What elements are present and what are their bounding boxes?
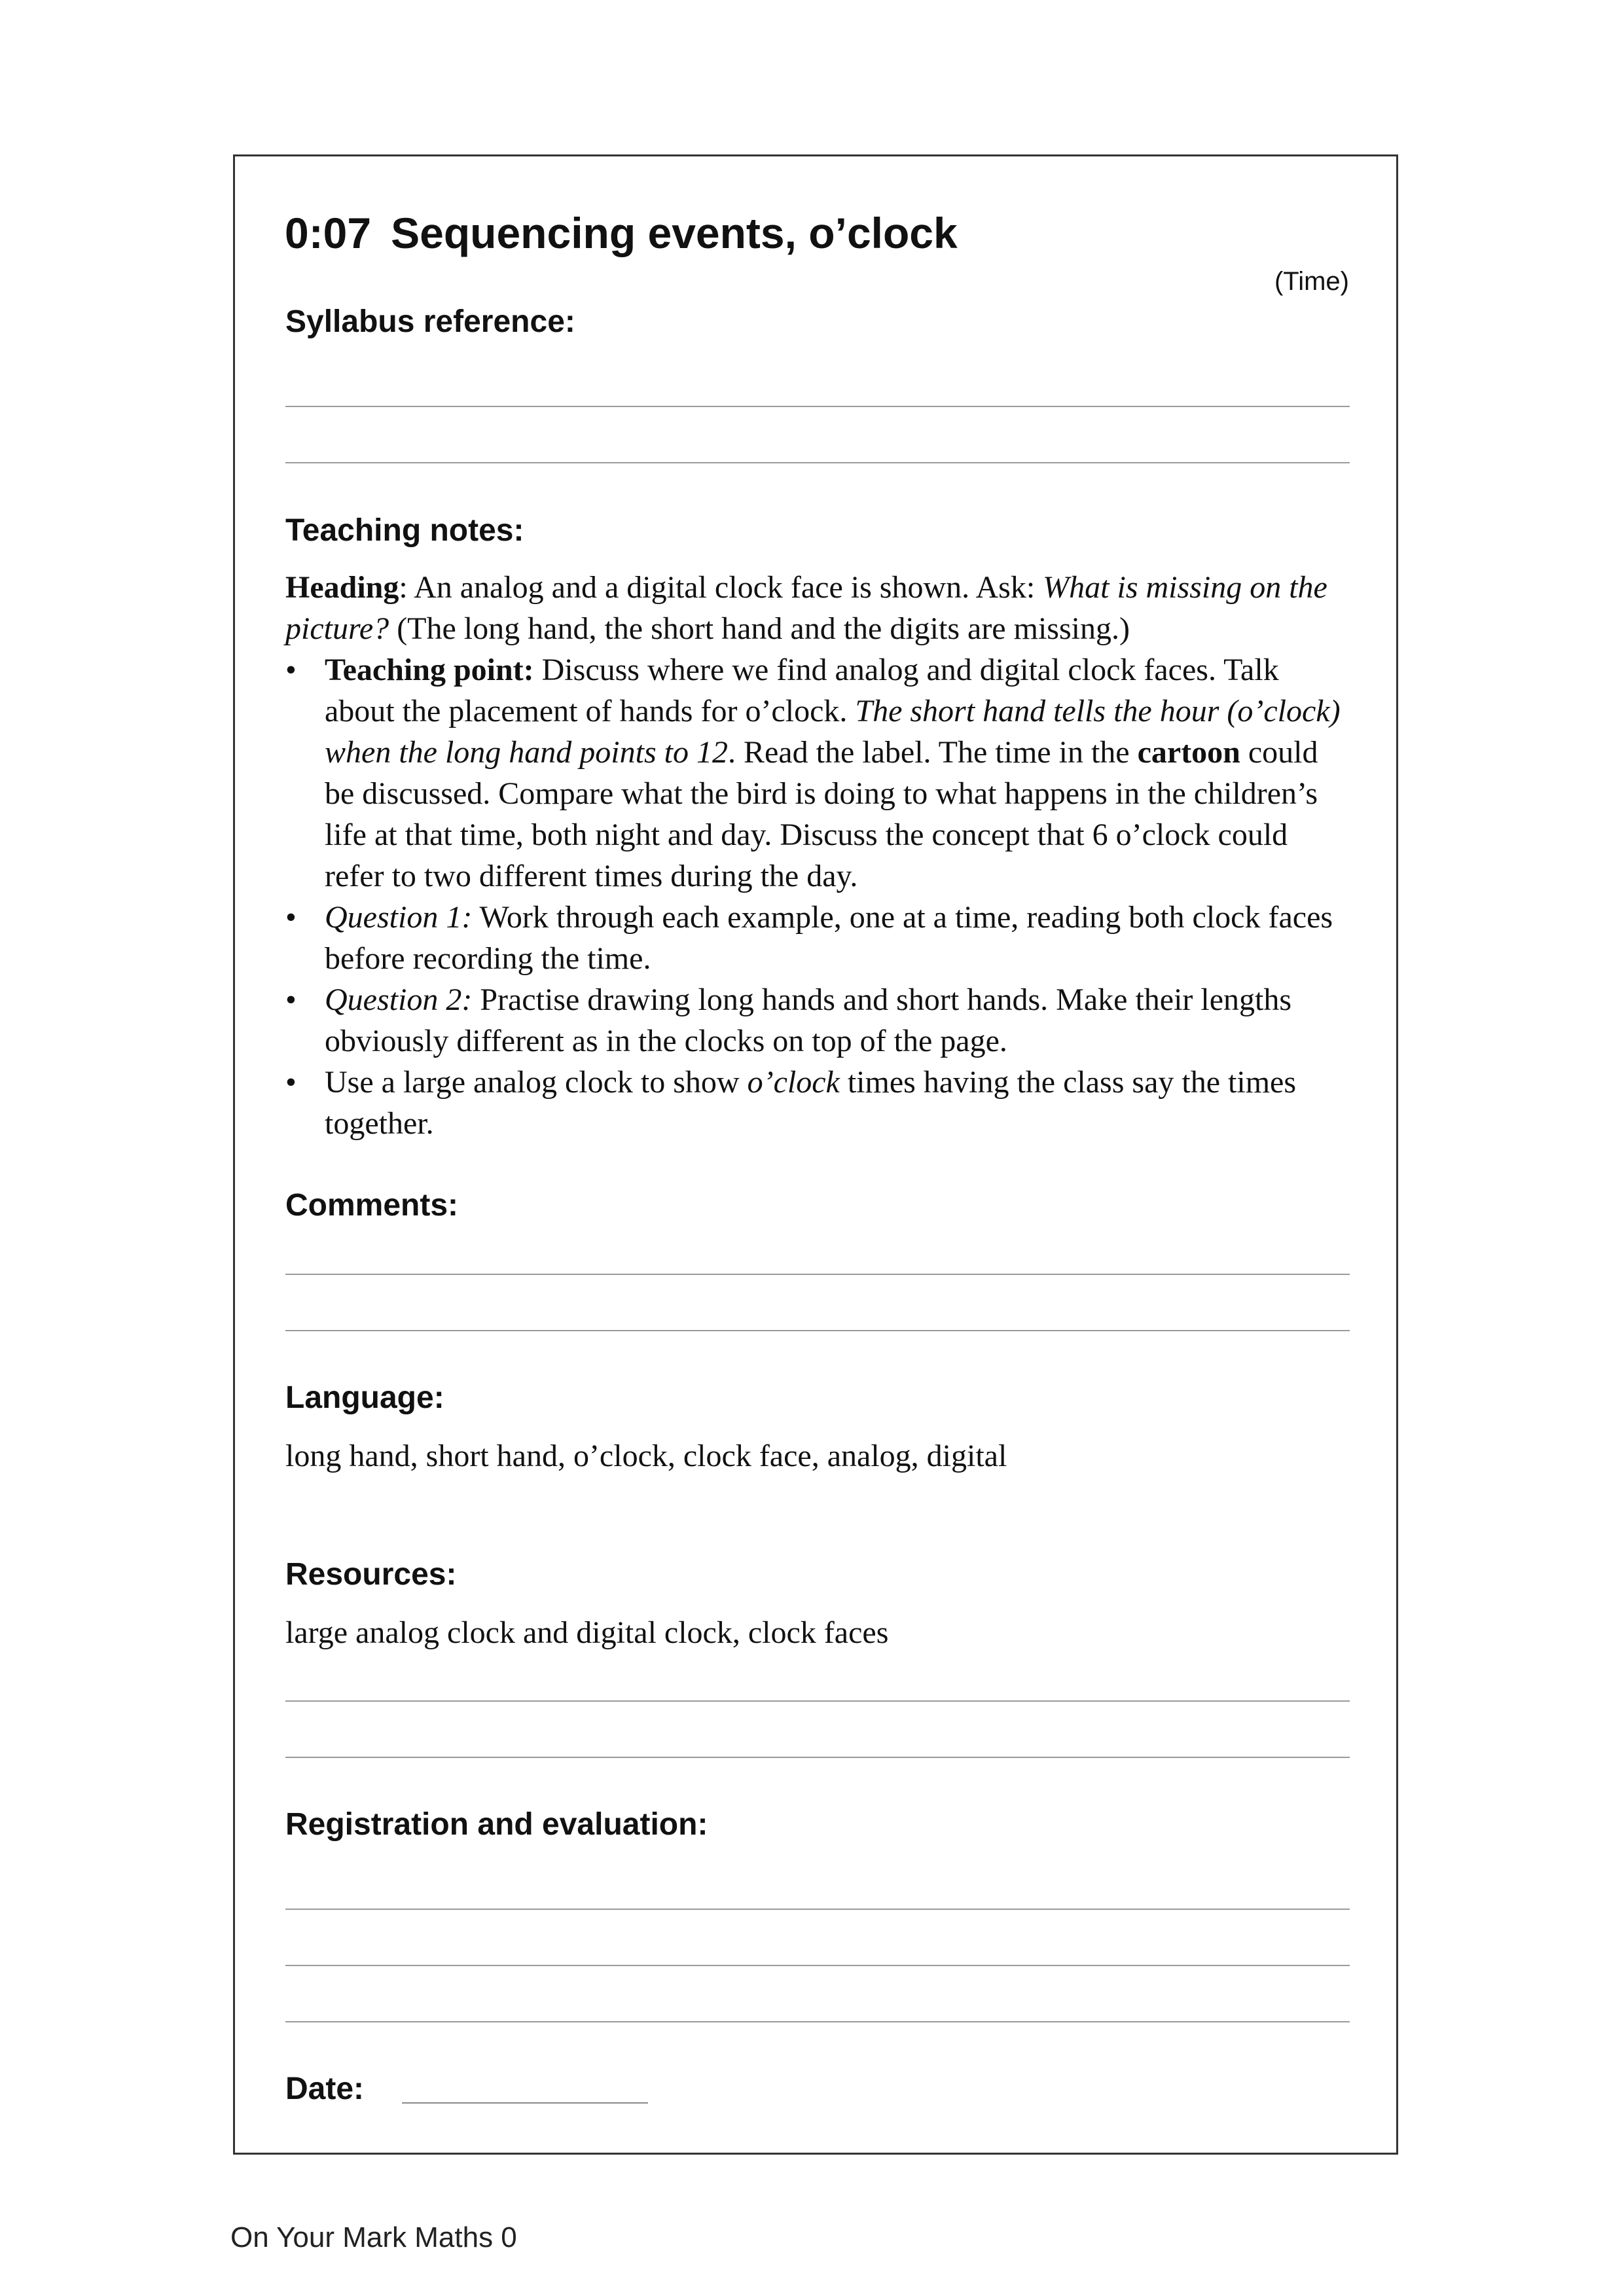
subject-label: (Time) — [1274, 267, 1349, 296]
bullet-bold: Teaching point: — [325, 653, 534, 687]
intro-text: : An analog and a digital clock face is shown. Ask: — [399, 570, 1043, 605]
resources-heading: Resources: — [285, 1557, 457, 1592]
page-frame — [233, 154, 1398, 2155]
bullet-italic: o’clock — [747, 1065, 840, 1100]
bullet-text: Discuss where we find analog and digital clock faces. Talk about the placement of hands for o’clock. — [325, 653, 1279, 728]
bullet-italic: The short hand tells the hour (o’clock) when the long hand points to 12 — [325, 694, 1341, 770]
lesson-number: 0:07 — [285, 209, 372, 257]
intro-question: What is missing on the picture? — [285, 570, 1327, 646]
bullet-dot: • — [285, 982, 297, 1017]
intro-bold: Heading — [285, 570, 399, 605]
date-field-line[interactable] — [402, 2102, 648, 2104]
page-title — [285, 208, 958, 258]
teaching-notes-heading: Teaching notes: — [285, 513, 524, 548]
syllabus-line-2[interactable] — [285, 462, 1350, 463]
resources-line-1[interactable] — [285, 1700, 1350, 1702]
comments-heading: Comments: — [285, 1188, 459, 1223]
bullet-dot: • — [285, 900, 297, 935]
intro-answer: (The long hand, the short hand and the digits are missing.) — [389, 611, 1130, 646]
bullet-text: could be discussed. Compare what the bird is doing to what happens in the children’s life at that time, both night and day. Discuss the concept that 6 o’clock could refer to two different times during the day. — [325, 735, 1318, 893]
registration-heading: Registration and evaluation: — [285, 1807, 708, 1842]
bullet-text: Work through each example, one at a time, reading both clock faces before recording the time. — [325, 900, 1333, 976]
bullet-text: . Read the label. The time in the — [727, 735, 1138, 770]
bullet-analog-clock — [285, 1062, 1352, 1144]
registration-line-3[interactable] — [285, 2021, 1350, 2022]
lesson-title: Sequencing events, o’clock — [391, 209, 958, 257]
language-heading: Language: — [285, 1380, 444, 1415]
bullet-text: times having the class say the times together. — [325, 1065, 1297, 1141]
bullet-question-2 — [285, 979, 1352, 1062]
resources-text: large analog clock and digital clock, clock faces — [285, 1615, 889, 1650]
bullet-italic: Question 1: — [325, 900, 473, 935]
bullet-text: Practise drawing long hands and short hands. Make their lengths obviously different as in the clocks on top of the page. — [325, 982, 1292, 1058]
notes-bullet-list — [285, 649, 1352, 1144]
footer-text: On Your Mark Maths 0 — [230, 2221, 517, 2253]
bullet-question-1 — [285, 897, 1352, 979]
bullet-italic: Question 2: — [325, 982, 473, 1017]
resources-line-2[interactable] — [285, 1757, 1350, 1758]
registration-line-2[interactable] — [285, 1965, 1350, 1966]
language-text: long hand, short hand, o’clock, clock face, analog, digital — [285, 1439, 1007, 1473]
bullet-dot: • — [285, 1065, 297, 1100]
comments-line-1[interactable] — [285, 1274, 1350, 1275]
teaching-notes-body — [285, 567, 1352, 1144]
bullet-text: Use a large analog clock to show — [325, 1065, 748, 1100]
comments-line-2[interactable] — [285, 1330, 1350, 1331]
syllabus-heading: Syllabus reference: — [285, 304, 575, 339]
registration-line-1[interactable] — [285, 1909, 1350, 1910]
bullet-dot: • — [285, 653, 297, 687]
bullet-teaching-point — [285, 649, 1352, 897]
bullet-bold: cartoon — [1137, 735, 1240, 770]
date-label: Date: — [285, 2072, 365, 2106]
syllabus-line-1[interactable] — [285, 406, 1350, 407]
notes-intro — [285, 567, 1352, 649]
